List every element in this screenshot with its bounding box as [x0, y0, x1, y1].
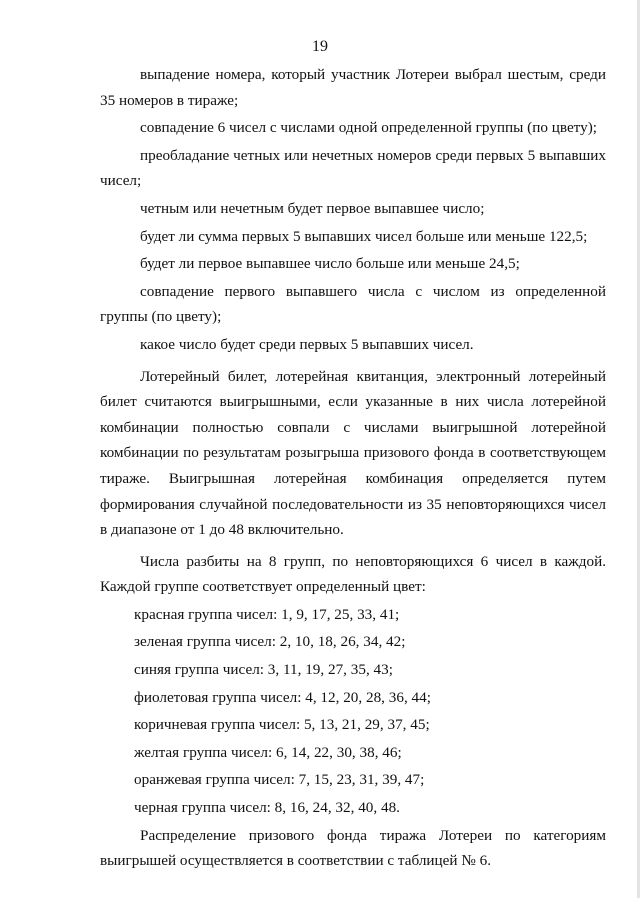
paragraph-item-6: будет ли первое выпавшее число больше или меньше 24,5;	[140, 255, 520, 273]
color-group-brown: коричневая группа чисел: 5, 13, 21, 29, 37, 45;	[134, 716, 430, 734]
paragraph-closing: Распределение призового фонда тиража Лотереи по категориям выигрышей осуществляется в соответствии с таблицей № 6.	[100, 826, 606, 870]
paragraph-item-8: какое число будет среди первых 5 выпавших чисел.	[140, 335, 474, 353]
page-body	[100, 62, 606, 874]
paragraph-item-3: преобладание четных или нечетных номеров среди первых 5 выпавших чисел;	[100, 146, 606, 190]
paragraph-item-4: четным или нечетным будет первое выпавшее число;	[140, 199, 485, 217]
paragraph-item-1: выпадение номера, который участник Лотереи выбрал шестым, среди 35 номеров в тираже;	[100, 66, 606, 109]
color-groups-list	[100, 602, 606, 821]
page-number: 19	[312, 38, 328, 55]
color-group-yellow: желтая группа чисел: 6, 14, 22, 30, 38, 46;	[134, 743, 402, 761]
color-group-red: красная группа чисел: 1, 9, 17, 25, 33, 41;	[134, 605, 400, 623]
paragraph-item-5: будет ли сумма первых 5 выпавших чисел больше или меньше 122,5;	[140, 227, 588, 245]
color-group-orange: оранжевая группа чисел: 7, 15, 23, 31, 39, 47;	[134, 771, 425, 789]
paragraph-groups-intro: Числа разбиты на 8 групп, по неповторяющихся 6 чисел в каждой. Каждой группе соответствует определенный цвет:	[100, 552, 606, 596]
color-group-violet: фиолетовая группа чисел: 4, 12, 20, 28, 36, 44;	[134, 688, 431, 706]
color-group-green: зеленая группа чисел: 2, 10, 18, 26, 34, 42;	[134, 633, 406, 651]
paragraph-item-7: совпадение первого выпавшего числа с числом из определенной группы (по цвету);	[100, 282, 606, 326]
paragraph-item-2: совпадение 6 чисел с числами одной определенной группы (по цвету);	[140, 119, 597, 137]
color-group-black: черная группа чисел: 8, 16, 24, 32, 40, 48.	[134, 799, 400, 817]
paragraph-winning-ticket: Лотерейный билет, лотерейная квитанция, электронный лотерейный билет считаются выигрышными, если указанные в них числа лотерейной комбинации полностью совпали с числами выигрышной лотерейной комбинации по результатам розыгрыша призового фонда в соответствующем тираже. Выигрышная лотерейная комбинация определяется путем формирования случайной последовательности из 35 неповторяющихся чисел в диапазоне от 1 до 48 включительно.	[100, 367, 606, 539]
color-group-blue: синяя группа чисел: 3, 11, 19, 27, 35, 43;	[134, 661, 393, 679]
